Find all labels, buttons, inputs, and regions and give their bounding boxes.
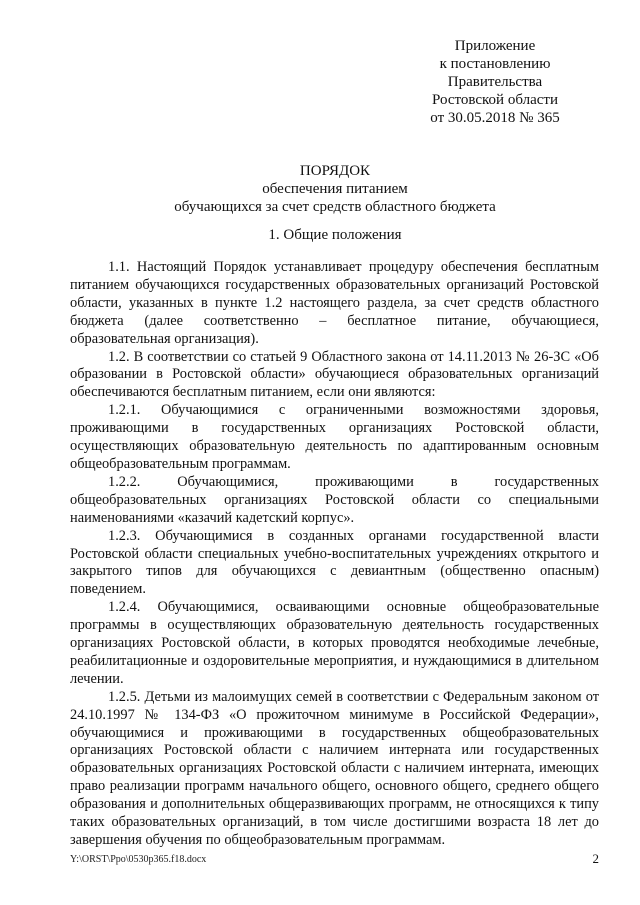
section-heading: 1. Общие положения: [268, 227, 402, 243]
file-path-footer: Y:\ORST\Ppo\0530p365.f18.docx: [70, 854, 207, 865]
approval-line: к постановлению: [439, 56, 551, 72]
paragraph-1-2-5: 1.2.5. Детьми из малоимущих семей в соответствии с Федеральным законом от 24.10.1997 № 134-ФЗ «О прожиточном минимуме в Российской Федерации», обучающимися и проживающими в государственных общеобразовательных организациях Ростовской области с наличием интерната или государственных образовательных организациях Ростовской области с наличием интерната, имеющих право реализации программ начального общего, основного общего, среднего общего образования и дополнительных общеразвивающих программ, не относящихся к типу таких образовательных организаций, в том числе достигшими возраста 18 лет до завершения обучения по общеобразовательным программам.: [70, 688, 599, 848]
paragraph-1-2: 1.2. В соответствии со статьей 9 Областного закона от 14.11.2013 № 26-ЗС «Об образовании в Ростовской области» обучающиеся образовательных организаций обеспечиваются бесплатным питанием, если они являются:: [70, 348, 599, 401]
approval-line: Правительства: [447, 74, 543, 90]
approval-line: от 30.05.2018 № 365: [430, 110, 560, 126]
document-title: [70, 162, 600, 216]
approval-stamp: [420, 37, 570, 127]
document-body: [70, 259, 599, 850]
title-line: обучающихся за счет средств областного бюджета: [174, 199, 496, 215]
title-heading: ПОРЯДОК: [299, 163, 371, 179]
paragraph-1-2-2: 1.2.2. Обучающимися, проживающими в государственных общеобразовательных организациях Ростовской области со специальными наименованиями «казачий кадетский корпус».: [70, 473, 599, 526]
paragraph-1-2-4: 1.2.4. Обучающимися, осваивающими основные общеобразовательные программы в осуществляющих образовательную деятельность государственных организациях Ростовской области, в которых проводятся необходимые лечебные, реабилитационные и оздоровительные мероприятия, и нуждающимися в длительном лечении.: [70, 599, 599, 687]
paragraph-1-2-3: 1.2.3. Обучающимися в созданных органами государственной власти Ростовской области специальных учебно-воспитательных учреждениях открытого и закрытого типов для обучающихся с девиантным (общественно опасным) поведением.: [70, 527, 599, 598]
approval-line: Приложение: [454, 38, 536, 54]
paragraph-1-2-1: 1.2.1. Обучающимися с ограниченными возможностями здоровья, проживающими в государственных организациях Ростовской области, осуществляющих образовательную деятельность по адаптированным основным общеобразовательным программам.: [70, 402, 599, 472]
approval-line: Ростовской области: [432, 92, 558, 108]
paragraph-1-1: 1.1. Настоящий Порядок устанавливает процедуру обеспечения бесплатным питанием обучающихся государственных образовательных организаций Ростовской области, указанных в пункте 1.2 настоящего раздела, за счет средств областного бюджета (далее соответственно – бесплатное питание, обучающиеся, образовательная организация).: [70, 259, 599, 347]
page-number: 2: [592, 851, 599, 866]
title-line: обеспечения питанием: [262, 181, 408, 197]
